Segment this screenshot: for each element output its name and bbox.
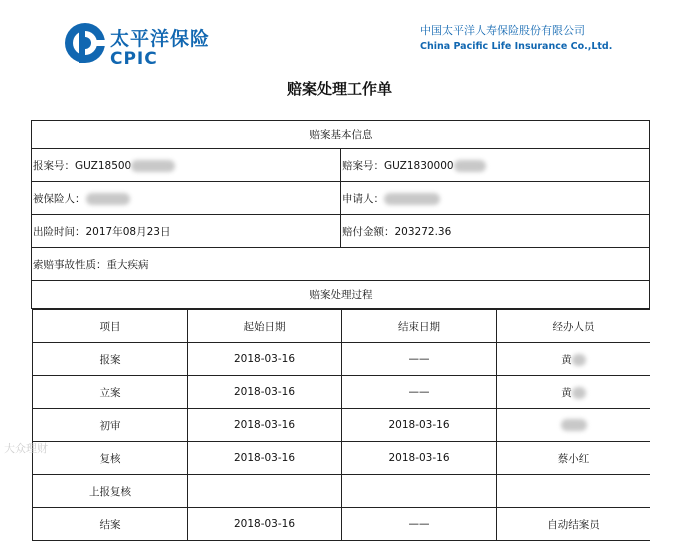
process-table-wrap	[32, 309, 650, 541]
table-row	[32, 508, 650, 541]
report-no-label: 报案号：	[33, 160, 75, 172]
row-end: ——	[341, 508, 496, 541]
row-item: 立案	[32, 376, 187, 409]
redaction	[572, 387, 586, 399]
insured-label: 被保险人：	[33, 193, 86, 205]
cpic-logo	[64, 18, 234, 72]
process-heading: 赔案处理过程	[32, 281, 650, 309]
row-item: 结案	[32, 508, 187, 541]
row-handler	[496, 475, 650, 508]
row-end: 2018-03-16	[341, 409, 496, 442]
cpic-logo-icon	[64, 20, 106, 66]
col-header-handler: 经办人员	[496, 310, 650, 343]
row-start: 2018-03-16	[187, 508, 341, 541]
claim-no-cell	[341, 149, 650, 182]
table-row	[32, 343, 650, 376]
col-header-end: 结束日期	[341, 310, 496, 343]
report-no-cell	[32, 149, 341, 182]
row-handler	[496, 343, 650, 376]
table-row	[32, 475, 650, 508]
company-name	[420, 22, 595, 52]
watermark: 大众理财	[4, 440, 48, 456]
col-header-start: 起始日期	[187, 310, 341, 343]
row-item: 初审	[32, 409, 187, 442]
row-end: ——	[341, 376, 496, 409]
row-handler: 自动结案员	[496, 508, 650, 541]
row-item: 报案	[32, 343, 187, 376]
row-start	[187, 475, 341, 508]
incident-date-cell	[32, 215, 341, 248]
claim-no-label: 赔案号：	[342, 160, 384, 172]
table-row	[32, 376, 650, 409]
claim-form	[31, 120, 650, 541]
process-header-row	[32, 310, 650, 343]
nature-cell	[32, 248, 650, 281]
logo-text-en: CPIC	[110, 49, 158, 69]
row-handler: 蔡小红	[496, 442, 650, 475]
basic-info-heading: 赔案基本信息	[32, 121, 650, 149]
incident-date: 2017年08月23日	[86, 226, 171, 238]
redaction	[131, 160, 175, 172]
payout-value: 203272.36	[395, 226, 452, 238]
table-row	[32, 409, 650, 442]
incident-label: 出险时间：	[33, 226, 86, 238]
applicant-label: 申请人：	[342, 193, 384, 205]
row-handler	[496, 376, 650, 409]
row-handler	[496, 409, 650, 442]
process-table	[32, 309, 650, 541]
nature-value: 重大疾病	[107, 259, 149, 271]
payout-cell	[341, 215, 650, 248]
redaction	[384, 193, 440, 205]
report-no-value: GUZ18500	[75, 160, 131, 172]
company-name-cn: 中国太平洋人寿保险股份有限公司	[420, 22, 595, 38]
redaction	[86, 193, 130, 205]
claim-no-value: GUZ1830000	[384, 160, 454, 172]
redaction	[454, 160, 486, 172]
applicant-cell	[341, 182, 650, 215]
row-handler-text: 黄	[561, 354, 572, 366]
col-header-item: 项目	[32, 310, 187, 343]
table-row	[32, 442, 650, 475]
logo-text-cn: 太平洋保险	[110, 24, 210, 51]
row-item: 上报复核	[32, 475, 187, 508]
row-item: 复核	[32, 442, 187, 475]
row-start: 2018-03-16	[187, 442, 341, 475]
page-title: 赔案处理工作单	[0, 78, 679, 99]
row-handler-text: 黄	[561, 387, 572, 399]
row-end: 2018-03-16	[341, 442, 496, 475]
insured-cell	[32, 182, 341, 215]
row-start: 2018-03-16	[187, 409, 341, 442]
redaction	[561, 419, 587, 431]
row-end	[341, 475, 496, 508]
row-end: ——	[341, 343, 496, 376]
row-start: 2018-03-16	[187, 343, 341, 376]
payout-label: 赔付金额：	[342, 226, 395, 238]
nature-label: 索赔事故性质：	[33, 259, 107, 271]
company-name-en: China Pacific Life Insurance Co.,Ltd.	[420, 41, 595, 52]
row-start: 2018-03-16	[187, 376, 341, 409]
redaction	[572, 354, 586, 366]
